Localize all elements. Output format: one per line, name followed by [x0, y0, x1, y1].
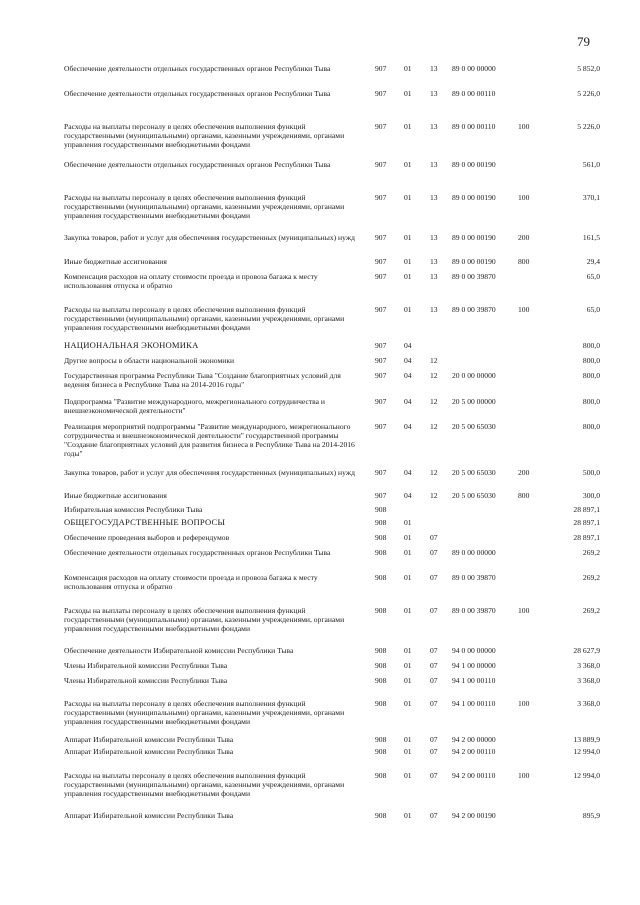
row-name: Иные бюджетные ассигнования: [64, 491, 167, 500]
row-subsection-code: 07: [430, 606, 438, 615]
row-amount: 895,9: [582, 811, 600, 820]
row-amount: 5 226,0: [577, 89, 600, 98]
row-target-article: 94 2 00 00110: [452, 747, 496, 756]
row-ministry-code: 907: [375, 468, 387, 477]
row-expense-type: 100: [518, 305, 530, 314]
row-amount: 3 368,0: [577, 676, 600, 685]
row-subsection-code: 07: [430, 771, 438, 780]
row-name: Аппарат Избирательной комиссии Республики Тыва: [64, 747, 234, 756]
row-name: Закупка товаров, работ и услуг для обеспечения государственных (муниципальных) нужд: [64, 468, 355, 477]
row-target-article: 89 0 00 39870: [452, 573, 496, 582]
row-subsection-code: 07: [430, 661, 438, 670]
row-target-article: 89 0 00 00110: [452, 89, 496, 98]
row-section-code: 04: [404, 356, 412, 365]
row-section-code: 01: [404, 548, 412, 557]
row-target-article: 20 5 00 65030: [452, 422, 496, 431]
row-ministry-code: 908: [375, 505, 387, 514]
row-target-article: 20 5 00 65030: [452, 491, 496, 500]
row-amount: 28 897,1: [573, 518, 600, 527]
row-subsection-code: 12: [430, 468, 438, 477]
row-subsection-code: 13: [430, 272, 438, 281]
row-expense-type: 100: [518, 193, 530, 202]
row-amount: 269,2: [582, 606, 600, 615]
row-ministry-code: 907: [375, 160, 387, 169]
row-target-article: 94 2 00 00000: [452, 735, 496, 744]
row-expense-type: 800: [518, 257, 530, 266]
row-ministry-code: 907: [375, 422, 387, 431]
row-expense-type: 100: [518, 771, 530, 780]
row-section-code: 01: [404, 661, 412, 670]
row-ministry-code: 907: [375, 272, 387, 281]
row-expense-type: 100: [518, 606, 530, 615]
row-name: Компенсация расходов на оплату стоимости проезда и провоза багажа к месту использования отпуска и обратно: [64, 272, 318, 290]
row-name: Аппарат Избирательной комиссии Республики Тыва: [64, 735, 234, 744]
row-target-article: 20 5 00 00000: [452, 397, 496, 406]
row-amount: 800,0: [582, 397, 600, 406]
row-ministry-code: 907: [375, 122, 387, 131]
row-section-code: 01: [404, 160, 412, 169]
row-section-code: 04: [404, 422, 412, 431]
row-subsection-code: 13: [430, 160, 438, 169]
row-name: Обеспечение деятельности Избирательной комиссии Республики Тыва: [64, 646, 294, 655]
row-target-article: 89 0 00 39870: [452, 272, 496, 281]
row-target-article: 89 0 00 00190: [452, 257, 496, 266]
row-amount: 65,0: [586, 305, 600, 314]
row-subsection-code: 07: [430, 548, 438, 557]
row-name: Обеспечение проведения выборов и референдумов: [64, 533, 230, 542]
row-subsection-code: 12: [430, 356, 438, 365]
row-subsection-code: 12: [430, 422, 438, 431]
row-ministry-code: 907: [375, 341, 387, 350]
row-section-code: 04: [404, 397, 412, 406]
row-amount: 12 994,0: [573, 771, 600, 780]
row-name: Члены Избирательной комиссии Республики Тыва: [64, 661, 228, 670]
row-ministry-code: 907: [375, 371, 387, 380]
row-amount: 300,0: [582, 491, 600, 500]
row-subsection-code: 07: [430, 646, 438, 655]
row-name: Расходы на выплаты персоналу в целях обеспечения выполнения функций государственными (муниципальными) органами, казенными учреждениями, органами управления государственными внебюджетными фондами: [64, 771, 345, 798]
row-section-code: 04: [404, 491, 412, 500]
row-amount: 800,0: [582, 356, 600, 365]
row-ministry-code: 907: [375, 89, 387, 98]
row-name: Расходы на выплаты персоналу в целях обеспечения выполнения функций государственными (муниципальными) органами, казенными учреждениями, органами управления государственными внебюджетными фондами: [64, 193, 345, 220]
row-name: ОБЩЕГОСУДАРСТВЕННЫЕ ВОПРОСЫ: [64, 517, 226, 527]
row-target-article: 89 0 00 39870: [452, 305, 496, 314]
row-name: Государственная программа Республики Тыва "Создание благоприятных условий для ведения бизнеса в Республике Тыва на 2014-2016 годы": [64, 371, 341, 389]
row-amount: 28 627,9: [573, 646, 600, 655]
row-ministry-code: 908: [375, 548, 387, 557]
row-expense-type: 200: [518, 468, 530, 477]
row-section-code: 01: [404, 811, 412, 820]
row-ministry-code: 908: [375, 606, 387, 615]
row-subsection-code: 12: [430, 491, 438, 500]
row-ministry-code: 908: [375, 646, 387, 655]
row-section-code: 01: [404, 122, 412, 131]
row-amount: 269,2: [582, 573, 600, 582]
row-amount: 269,2: [582, 548, 600, 557]
row-expense-type: 800: [518, 491, 530, 500]
row-name: Компенсация расходов на оплату стоимости проезда и провоза багажа к месту использования отпуска и обратно: [64, 573, 318, 591]
row-name: Расходы на выплаты персоналу в целях обеспечения выполнения функций государственными (муниципальными) органами, казенными учреждениями, органами управления государственными внебюджетными фондами: [64, 699, 345, 726]
row-subsection-code: 13: [430, 257, 438, 266]
row-ministry-code: 907: [375, 491, 387, 500]
row-target-article: 20 0 00 00000: [452, 371, 496, 380]
row-subsection-code: 13: [430, 89, 438, 98]
row-section-code: 04: [404, 468, 412, 477]
row-target-article: 89 0 00 00190: [452, 160, 496, 169]
row-subsection-code: 12: [430, 371, 438, 380]
row-name: Закупка товаров, работ и услуг для обеспечения государственных (муниципальных) нужд: [64, 233, 355, 242]
row-subsection-code: 07: [430, 811, 438, 820]
row-name: Обеспечение деятельности отдельных государственных органов Республики Тыва: [64, 548, 331, 557]
row-ministry-code: 907: [375, 193, 387, 202]
row-amount: 800,0: [582, 371, 600, 380]
row-section-code: 01: [404, 735, 412, 744]
row-subsection-code: 12: [430, 397, 438, 406]
row-target-article: 94 0 00 00000: [452, 646, 496, 655]
row-ministry-code: 908: [375, 518, 387, 527]
row-name: Расходы на выплаты персоналу в целях обеспечения выполнения функций государственными (муниципальными) органами, казенными учреждениями, органами управления государственными внебюджетными фондами: [64, 122, 345, 149]
row-section-code: 01: [404, 89, 412, 98]
row-target-article: 89 0 00 00110: [452, 122, 496, 131]
row-target-article: 94 1 00 00110: [452, 699, 496, 708]
row-section-code: 01: [404, 193, 412, 202]
row-subsection-code: 13: [430, 122, 438, 131]
row-ministry-code: 908: [375, 771, 387, 780]
row-name: Избирательная комиссия Республики Тыва: [64, 505, 203, 514]
row-amount: 5 226,0: [577, 122, 600, 131]
row-section-code: 04: [404, 371, 412, 380]
row-subsection-code: 07: [430, 735, 438, 744]
row-name: Подпрограмма "Развитие международного, межрегионального сотрудничества и внешнеэкономической деятельности": [64, 397, 325, 415]
row-section-code: 01: [404, 699, 412, 708]
row-name: Другие вопросы в области национальной экономики: [64, 356, 235, 365]
row-subsection-code: 13: [430, 305, 438, 314]
row-section-code: 01: [404, 64, 412, 73]
row-target-article: 94 1 00 00000: [452, 661, 496, 670]
row-name: Обеспечение деятельности отдельных государственных органов Республики Тыва: [64, 64, 331, 73]
row-section-code: 01: [404, 573, 412, 582]
row-target-article: 94 2 00 00110: [452, 771, 496, 780]
row-target-article: 89 0 00 00190: [452, 233, 496, 242]
row-amount: 5 852,0: [577, 64, 600, 73]
row-target-article: 20 5 00 65030: [452, 468, 496, 477]
row-name: Обеспечение деятельности отдельных государственных органов Республики Тыва: [64, 89, 331, 98]
row-name: Обеспечение деятельности отдельных государственных органов Республики Тыва: [64, 160, 331, 169]
row-amount: 500,0: [582, 468, 600, 477]
row-section-code: 01: [404, 533, 412, 542]
row-ministry-code: 907: [375, 305, 387, 314]
row-ministry-code: 907: [375, 397, 387, 406]
row-subsection-code: 07: [430, 747, 438, 756]
row-subsection-code: 07: [430, 676, 438, 685]
row-ministry-code: 908: [375, 533, 387, 542]
row-subsection-code: 07: [430, 573, 438, 582]
row-subsection-code: 07: [430, 699, 438, 708]
row-name: Иные бюджетные ассигнования: [64, 257, 167, 266]
row-ministry-code: 908: [375, 676, 387, 685]
row-amount: 800,0: [582, 422, 600, 431]
row-section-code: 01: [404, 233, 412, 242]
row-target-article: 94 2 00 00190: [452, 811, 496, 820]
row-amount: 370,1: [582, 193, 600, 202]
row-section-code: 01: [404, 646, 412, 655]
row-target-article: 94 1 00 00110: [452, 676, 496, 685]
row-ministry-code: 907: [375, 64, 387, 73]
row-subsection-code: 13: [430, 64, 438, 73]
row-amount: 3 368,0: [577, 661, 600, 670]
row-subsection-code: 07: [430, 533, 438, 542]
row-amount: 28 897,1: [573, 505, 600, 514]
row-section-code: 01: [404, 606, 412, 615]
row-subsection-code: 13: [430, 193, 438, 202]
row-amount: 3 368,0: [577, 699, 600, 708]
row-section-code: 01: [404, 747, 412, 756]
row-name: НАЦИОНАЛЬНАЯ ЭКОНОМИКА: [64, 340, 199, 350]
row-section-code: 01: [404, 518, 412, 527]
row-ministry-code: 907: [375, 356, 387, 365]
row-target-article: 89 0 00 00000: [452, 548, 496, 557]
row-ministry-code: 908: [375, 661, 387, 670]
row-section-code: 01: [404, 257, 412, 266]
row-section-code: 01: [404, 305, 412, 314]
row-name: Аппарат Избирательной комиссии Республики Тыва: [64, 811, 234, 820]
row-ministry-code: 908: [375, 735, 387, 744]
row-ministry-code: 908: [375, 573, 387, 582]
row-amount: 28 897,1: [573, 533, 600, 542]
row-amount: 800,0: [582, 341, 600, 350]
row-name: Члены Избирательной комиссии Республики Тыва: [64, 676, 228, 685]
row-section-code: 01: [404, 272, 412, 281]
row-ministry-code: 908: [375, 811, 387, 820]
row-target-article: 89 0 00 00190: [452, 193, 496, 202]
row-section-code: 01: [404, 676, 412, 685]
row-ministry-code: 908: [375, 699, 387, 708]
row-section-code: 04: [404, 341, 412, 350]
row-ministry-code: 908: [375, 747, 387, 756]
row-name: Реализация мероприятий подпрограммы "Развитие международного, межрегионального сотрудничества и внешнеэкономической деятельности" государственной программы "Создание благоприятных условий для развития бизнеса в Республике Тыва на 2014-2016 годы": [64, 422, 355, 458]
row-expense-type: 200: [518, 233, 530, 242]
row-target-article: 89 0 00 00000: [452, 64, 496, 73]
row-subsection-code: 13: [430, 233, 438, 242]
row-expense-type: 100: [518, 699, 530, 708]
row-ministry-code: 907: [375, 257, 387, 266]
row-section-code: 01: [404, 771, 412, 780]
row-amount: 29,4: [586, 257, 600, 266]
row-amount: 12 994,0: [573, 747, 600, 756]
row-amount: 161,5: [582, 233, 600, 242]
row-name: Расходы на выплаты персоналу в целях обеспечения выполнения функций государственными (муниципальными) органами, казенными учреждениями, органами управления государственными внебюджетными фондами: [64, 305, 345, 332]
row-amount: 13 889,9: [573, 735, 600, 744]
row-amount: 65,0: [586, 272, 600, 281]
row-ministry-code: 907: [375, 233, 387, 242]
page-number: 79: [577, 34, 590, 49]
row-amount: 561,0: [582, 160, 600, 169]
row-expense-type: 100: [518, 122, 530, 131]
row-name: Расходы на выплаты персоналу в целях обеспечения выполнения функций государственными (муниципальными) органами, казенными учреждениями, органами управления государственными внебюджетными фондами: [64, 606, 345, 633]
row-target-article: 89 0 00 39870: [452, 606, 496, 615]
